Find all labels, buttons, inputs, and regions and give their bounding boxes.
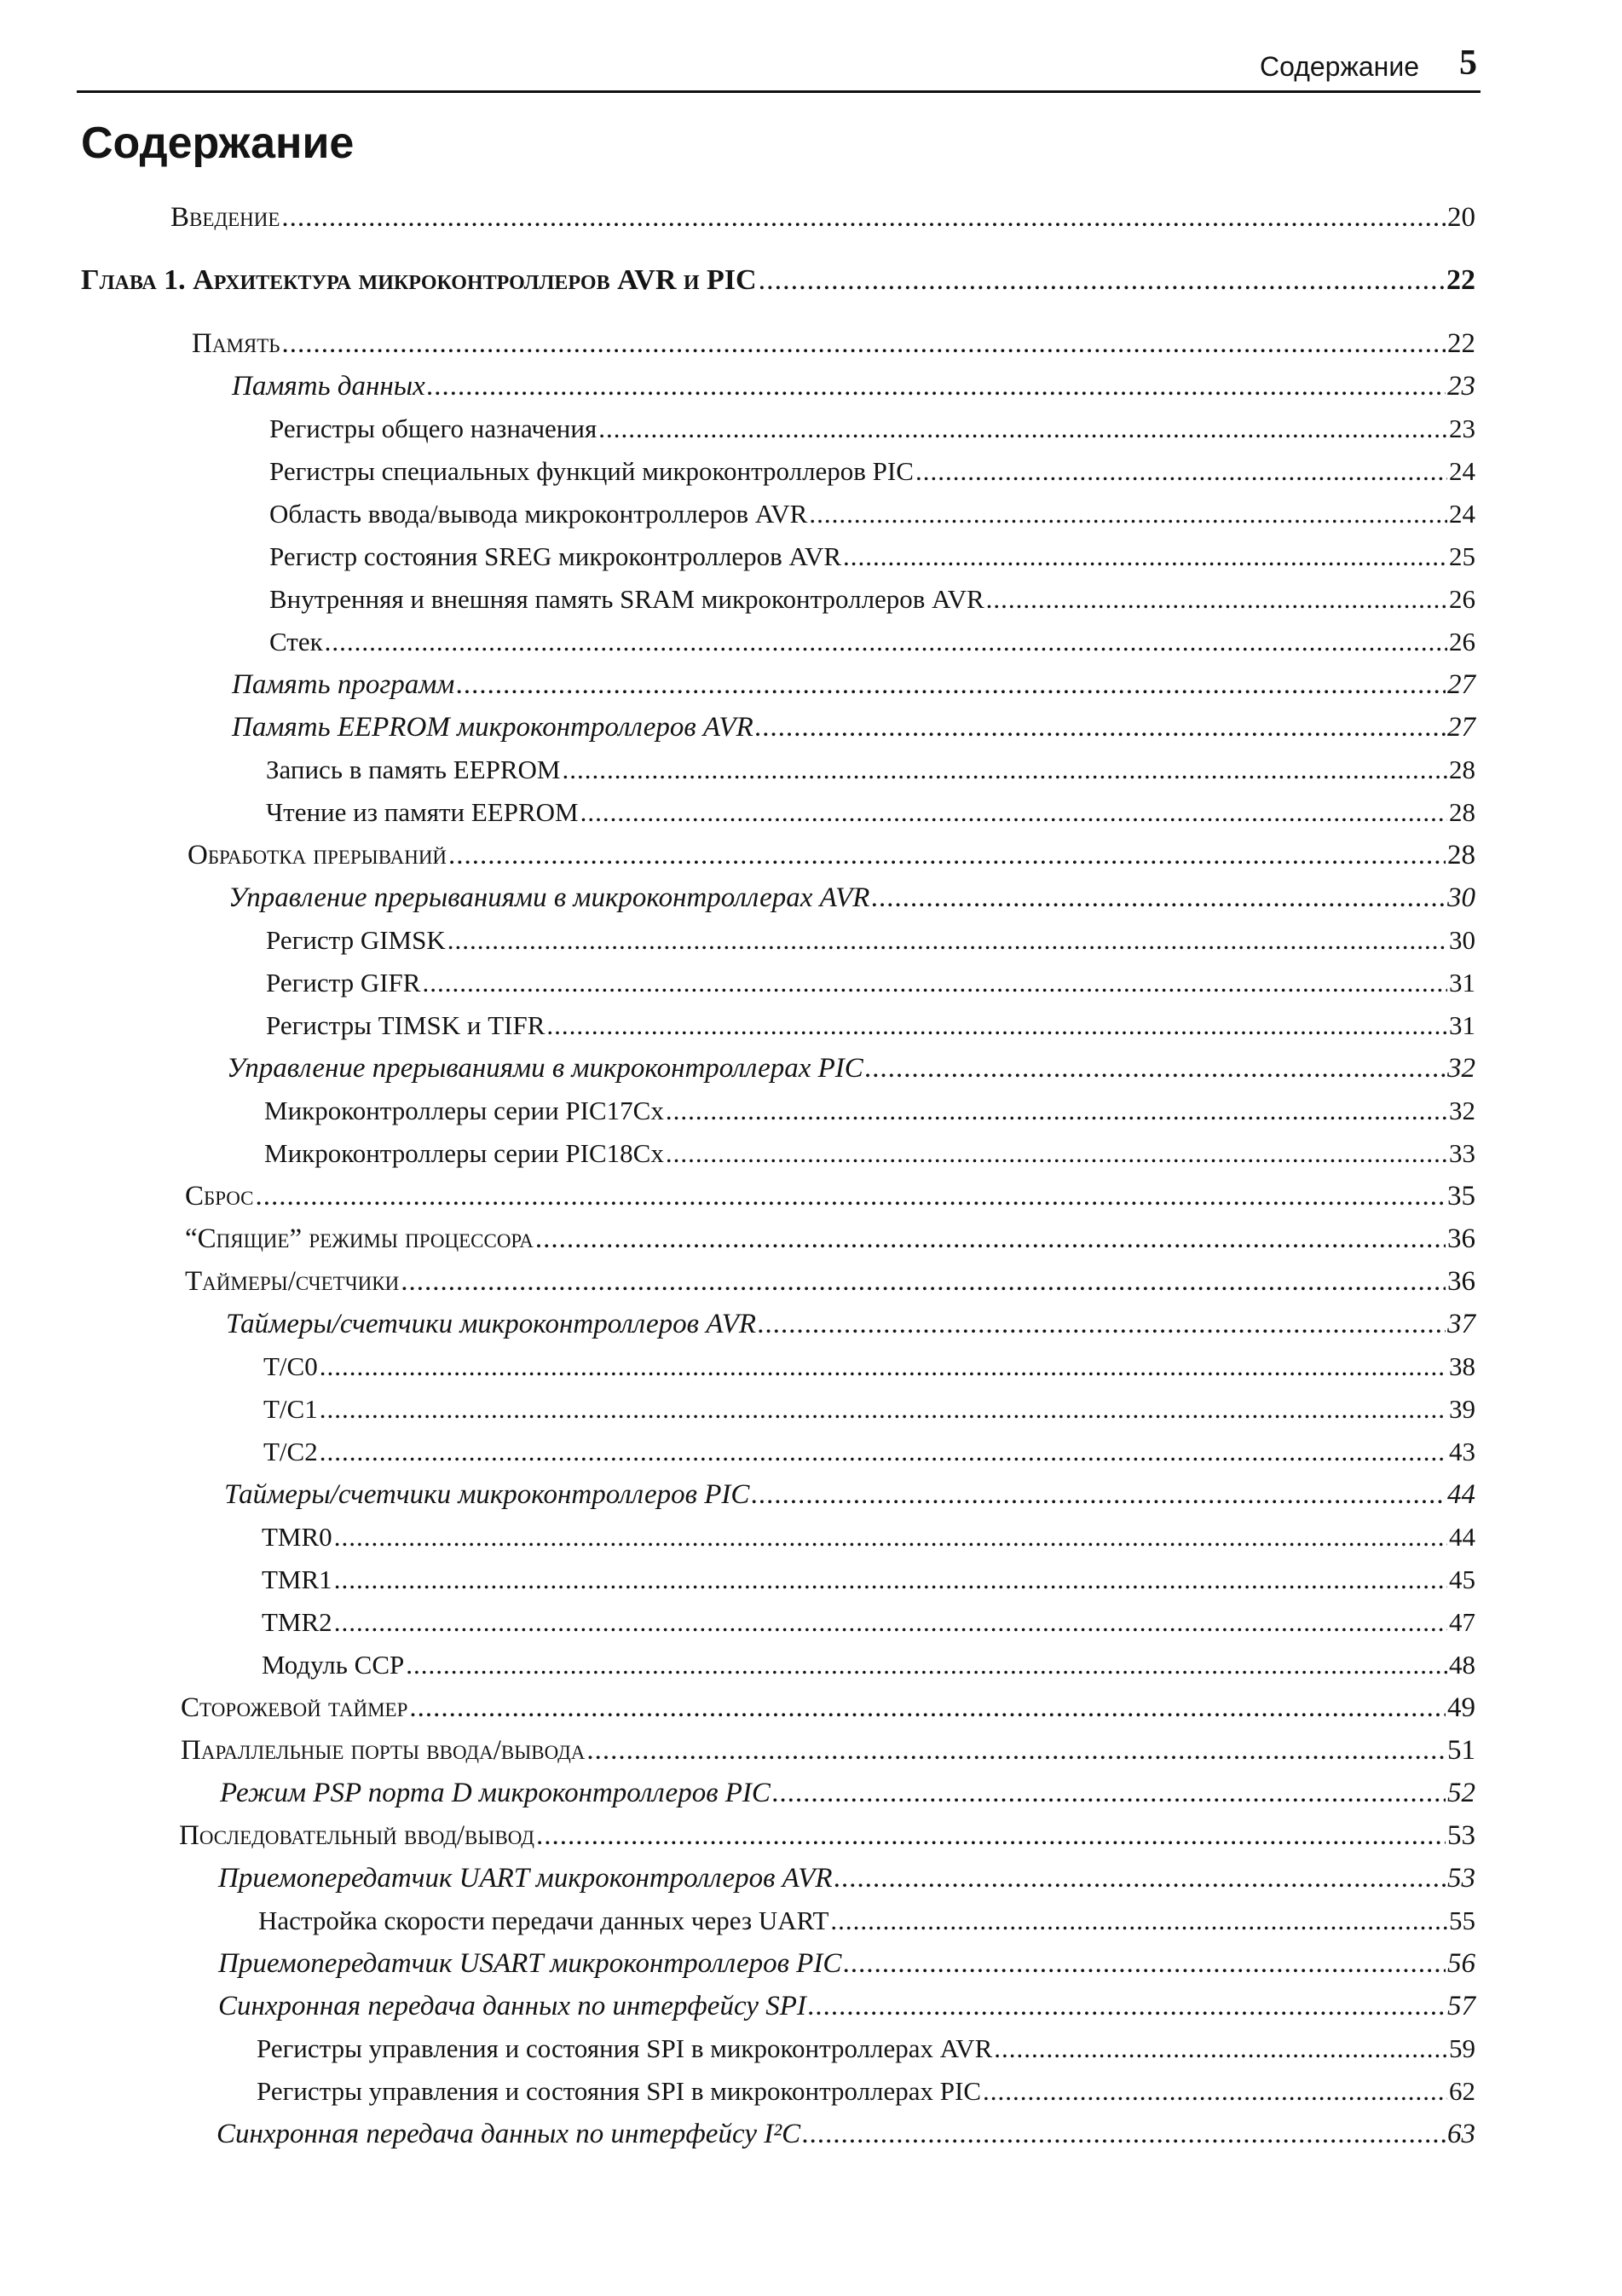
toc-entry-title: Регистры управления и состояния SPI в микроконтроллерах AVR xyxy=(257,2033,993,2063)
toc-entry-page: 36 xyxy=(1447,1266,1475,1297)
toc-entry-title: Таймеры/счетчики микроконтроллеров AVR xyxy=(226,1309,757,1339)
toc-entry-title: Стек xyxy=(269,627,323,656)
toc-entry-title: Память EEPROM микроконтроллеров AVR xyxy=(232,712,753,743)
toc-entry[interactable] xyxy=(224,1479,1475,1511)
dot-leader xyxy=(447,925,1447,956)
toc-entry-title: Введение xyxy=(170,202,280,233)
toc-entry-title: T/C0 xyxy=(263,1351,318,1381)
toc-entry-page: 57 xyxy=(1447,1991,1475,2021)
dot-leader xyxy=(320,1351,1447,1382)
dot-leader xyxy=(871,882,1446,914)
dot-leader xyxy=(986,584,1447,615)
dot-leader xyxy=(580,797,1447,828)
toc-entry[interactable] xyxy=(258,1906,1475,1936)
toc-entry-page: 27 xyxy=(1447,669,1475,700)
toc-entry-page: 44 xyxy=(1449,1522,1475,1552)
dot-leader xyxy=(865,1053,1446,1084)
toc-entry[interactable] xyxy=(263,1351,1475,1382)
toc-entry-page: 45 xyxy=(1449,1564,1475,1594)
toc-entry-page: 23 xyxy=(1447,371,1475,402)
toc-entry[interactable] xyxy=(227,1053,1475,1084)
toc-entry[interactable] xyxy=(232,712,1475,743)
toc-entry-page: 23 xyxy=(1449,414,1475,443)
toc-entry-title: Внутренняя и внешняя память SRAM микроконтроллеров AVR xyxy=(269,584,984,614)
toc-entry[interactable] xyxy=(232,371,1475,402)
toc-entry[interactable] xyxy=(192,328,1475,360)
toc-entry-title: Регистры специальных функций микроконтроллеров PIC xyxy=(269,456,914,486)
toc-entry-title: Таймеры/счетчики xyxy=(185,1266,400,1297)
toc-entry[interactable] xyxy=(220,1778,1475,1809)
dot-leader xyxy=(808,1991,1446,2022)
toc-entry-title: Область ввода/вывода микроконтроллеров AVR xyxy=(269,499,808,529)
toc-entry-title: Регистр состояния SREG микроконтроллеров AVR xyxy=(269,541,842,571)
toc-entry-title: T/C2 xyxy=(263,1437,318,1466)
toc-entry-page: 24 xyxy=(1449,456,1475,486)
toc-entry-title: Память данных xyxy=(232,371,425,402)
toc-entry[interactable] xyxy=(269,456,1475,487)
dot-leader xyxy=(406,1650,1447,1680)
toc-entry-page: 49 xyxy=(1447,1692,1475,1723)
toc-entry[interactable] xyxy=(269,541,1475,572)
dot-leader xyxy=(809,499,1447,529)
toc-entry-page: 35 xyxy=(1447,1181,1475,1212)
toc-entry[interactable] xyxy=(269,414,1475,444)
toc-entry[interactable] xyxy=(262,1607,1475,1638)
toc-entry[interactable] xyxy=(266,1010,1475,1041)
toc-entry[interactable] xyxy=(257,2033,1475,2064)
toc-entry-title: Регистры управления и состояния SPI в микроконтроллерах PIC xyxy=(257,2076,982,2106)
toc-entry-title: Глава 1. Архитектура микроконтроллеров AVR и PIC xyxy=(81,264,757,296)
toc-entry-page: 62 xyxy=(1449,2076,1475,2106)
toc-entry-page: 32 xyxy=(1449,1096,1475,1125)
toc-entry[interactable] xyxy=(179,1820,1475,1852)
toc-entry-title: Приемопередатчик UART микроконтроллеров AVR xyxy=(218,1863,833,1894)
dot-leader xyxy=(802,2119,1446,2150)
toc-entry-title: Память xyxy=(192,328,280,359)
toc-entry[interactable] xyxy=(264,1138,1475,1169)
toc-entry[interactable] xyxy=(269,584,1475,615)
toc-entry-title: TMR1 xyxy=(262,1564,332,1594)
toc-entry[interactable] xyxy=(263,1394,1475,1425)
toc-entry[interactable] xyxy=(266,755,1475,785)
dot-leader xyxy=(983,2076,1447,2107)
toc-entry-page: 30 xyxy=(1449,925,1475,955)
toc-entry-title: Таймеры/счетчики микроконтроллеров PIC xyxy=(224,1479,750,1510)
dot-leader xyxy=(448,840,1446,871)
toc-entry[interactable] xyxy=(232,669,1475,701)
dot-leader xyxy=(915,456,1447,487)
dot-leader xyxy=(666,1096,1447,1126)
toc-entry-page: 43 xyxy=(1449,1437,1475,1466)
toc-entry-page: 28 xyxy=(1449,755,1475,784)
toc-entry[interactable] xyxy=(216,2119,1475,2150)
dot-leader xyxy=(563,755,1448,785)
dot-leader xyxy=(536,1820,1446,1852)
dot-leader xyxy=(758,1309,1446,1340)
toc-entry[interactable] xyxy=(262,1522,1475,1553)
dot-leader xyxy=(759,264,1445,297)
toc-entry-title: T/C1 xyxy=(263,1394,318,1424)
toc-entry[interactable] xyxy=(262,1564,1475,1595)
toc-entry-title: Запись в память EEPROM xyxy=(266,755,561,784)
toc-entry-page: 38 xyxy=(1449,1351,1475,1381)
toc-entry-page: 48 xyxy=(1449,1650,1475,1680)
dot-leader xyxy=(546,1010,1447,1041)
toc-entry-page: 32 xyxy=(1447,1053,1475,1084)
dot-leader xyxy=(994,2033,1447,2064)
toc-entry-page: 28 xyxy=(1449,797,1475,827)
dot-leader xyxy=(751,1479,1446,1511)
toc-entry-title: Микроконтроллеры серии PIC18Cx xyxy=(264,1138,664,1168)
toc-entry-page: 44 xyxy=(1447,1479,1475,1510)
running-header xyxy=(77,44,1481,93)
toc-entry-page: 26 xyxy=(1449,627,1475,656)
dot-leader xyxy=(401,1266,1446,1298)
toc-entry-title: Чтение из памяти EEPROM xyxy=(266,797,579,827)
dot-leader xyxy=(409,1692,1446,1724)
dot-leader xyxy=(834,1863,1446,1894)
toc-entry[interactable] xyxy=(218,1991,1475,2022)
toc-entry[interactable] xyxy=(226,1309,1475,1340)
dot-leader xyxy=(535,1223,1446,1255)
toc-entry-page: 33 xyxy=(1449,1138,1475,1168)
toc-entry-title: Управление прерываниями в микроконтроллерах AVR xyxy=(228,882,870,913)
toc-entry-page: 31 xyxy=(1449,1010,1475,1040)
toc-entry-page: 36 xyxy=(1447,1223,1475,1254)
toc-entry-page: 25 xyxy=(1449,541,1475,571)
dot-leader xyxy=(598,414,1447,444)
toc-entry[interactable] xyxy=(181,1735,1475,1767)
toc-entry-title: Последовательный ввод/вывод xyxy=(179,1820,534,1851)
toc-entry-page: 47 xyxy=(1449,1607,1475,1637)
toc-entry-title: Память программ xyxy=(232,669,455,700)
dot-leader xyxy=(772,1778,1446,1809)
toc-entry-page: 39 xyxy=(1449,1394,1475,1424)
toc-entry[interactable] xyxy=(228,882,1475,914)
toc-entry-title: Режим PSP порта D микроконтроллеров PIC xyxy=(220,1778,771,1808)
toc-entry-page: 20 xyxy=(1447,202,1475,233)
toc-entry[interactable] xyxy=(185,1223,1475,1255)
toc-entry-title: Настройка скорости передачи данных через UART xyxy=(258,1906,829,1935)
toc-entry-title: Синхронная передача данных по интерфейсу SPI xyxy=(218,1991,806,2021)
toc-entry[interactable] xyxy=(263,1437,1475,1467)
page-title: Содержание xyxy=(81,119,355,168)
toc-entry-page: 37 xyxy=(1447,1309,1475,1339)
toc-entry-page: 56 xyxy=(1447,1948,1475,1979)
dot-leader xyxy=(334,1607,1447,1638)
dot-leader xyxy=(334,1522,1447,1553)
dot-leader xyxy=(843,1948,1446,1980)
toc-entry-page: 63 xyxy=(1447,2119,1475,2149)
dot-leader xyxy=(422,968,1447,998)
toc-entry[interactable] xyxy=(269,499,1475,529)
toc-entry-page: 26 xyxy=(1449,584,1475,614)
toc-entry-page: 52 xyxy=(1447,1778,1475,1808)
toc-entry[interactable] xyxy=(188,840,1475,871)
toc-entry-title: Регистры общего назначения xyxy=(269,414,597,443)
toc-entry-title: Параллельные порты ввода/вывода xyxy=(181,1735,586,1766)
dot-leader xyxy=(586,1735,1446,1767)
dot-leader xyxy=(256,1181,1446,1212)
toc-entry[interactable] xyxy=(262,1650,1475,1680)
toc-entry-title: Сброс xyxy=(185,1181,254,1212)
dot-leader xyxy=(456,669,1446,701)
dot-leader xyxy=(334,1564,1447,1595)
toc-entry-title: Сторожевой таймер xyxy=(181,1692,408,1723)
toc-entry-page: 30 xyxy=(1447,882,1475,913)
toc-entry-page: 31 xyxy=(1449,968,1475,998)
toc-entry[interactable] xyxy=(81,264,1475,297)
toc-entry[interactable] xyxy=(266,968,1475,998)
toc-entry-title: Микроконтроллеры серии PIC17Cx xyxy=(264,1096,664,1125)
toc-entry-page: 27 xyxy=(1447,712,1475,743)
dot-leader xyxy=(755,712,1446,743)
toc-entry[interactable] xyxy=(266,925,1475,956)
toc-entry[interactable] xyxy=(185,1266,1475,1298)
toc-entry[interactable] xyxy=(170,202,1475,234)
toc-entry-title: Регистр GIFR xyxy=(266,968,421,998)
toc-entry-page: 51 xyxy=(1447,1735,1475,1766)
dot-leader xyxy=(427,371,1446,402)
toc-entry[interactable] xyxy=(218,1948,1475,1980)
toc-entry-title: Модуль CCP xyxy=(262,1650,405,1680)
toc-entry-page: 28 xyxy=(1447,840,1475,870)
dot-leader xyxy=(666,1138,1447,1169)
dot-leader xyxy=(830,1906,1447,1936)
running-title: Содержание xyxy=(1259,51,1419,82)
toc-entry-page: 22 xyxy=(1447,328,1475,359)
toc-entry-title: Обработка прерываний xyxy=(188,840,447,870)
toc-entry-title: Управление прерываниями в микроконтроллерах PIC xyxy=(227,1053,863,1084)
dot-leader xyxy=(282,328,1446,360)
toc-entry-title: Приемопередатчик USART микроконтроллеров PIC xyxy=(218,1948,842,1979)
toc-entry-title: TMR0 xyxy=(262,1522,332,1552)
toc-entry[interactable] xyxy=(266,797,1475,828)
dot-leader xyxy=(843,541,1447,572)
toc-entry-page: 24 xyxy=(1449,499,1475,529)
toc-entry-title: TMR2 xyxy=(262,1607,332,1637)
toc-entry[interactable] xyxy=(218,1863,1475,1894)
toc-entry-title: “Спящие” режимы процессора xyxy=(185,1223,534,1254)
toc-entry-title: Синхронная передача данных по интерфейсу I²C xyxy=(216,2119,801,2149)
toc-entry-page: 55 xyxy=(1449,1906,1475,1935)
dot-leader xyxy=(281,202,1446,234)
toc-entry-title: Регистры TIMSK и TIFR xyxy=(266,1010,545,1040)
toc-entry-page: 59 xyxy=(1449,2033,1475,2063)
dot-leader xyxy=(325,627,1447,657)
page-number: 5 xyxy=(1459,43,1477,83)
toc-entry[interactable] xyxy=(185,1181,1475,1212)
toc-entry-page: 22 xyxy=(1446,264,1475,296)
dot-leader xyxy=(320,1437,1447,1467)
toc-entry[interactable] xyxy=(269,627,1475,657)
dot-leader xyxy=(320,1394,1447,1425)
toc-entry[interactable] xyxy=(264,1096,1475,1126)
toc-entry-page: 53 xyxy=(1447,1863,1475,1894)
toc-entry[interactable] xyxy=(181,1692,1475,1724)
toc-entry[interactable] xyxy=(257,2076,1475,2107)
toc-entry-page: 53 xyxy=(1447,1820,1475,1851)
toc-entry-title: Регистр GIMSK xyxy=(266,925,446,955)
